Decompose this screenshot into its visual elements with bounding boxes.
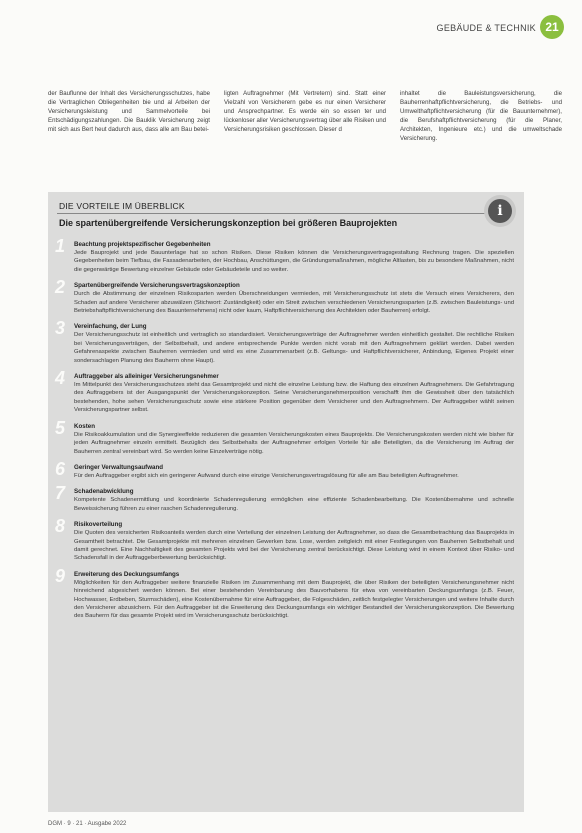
item-title: Spartenübergreifende Versicherungsvertragskonzeption [74,282,240,290]
list-item [48,277,524,315]
list-item [48,368,524,415]
list-item [48,318,524,365]
intro-column: der Bauflunne der Inhalt des Versicherungsschutzes, habe die Vertraglichen Obliegenheiten bie und al Arbeiten der Versicherungsleistung und Sammelvorteile bei Entschädigungszahlungen. Die Bauklik Versicherung zeigt mit sich aus Bert heut dadurch aus, dass alle am Bau betei- [48,90,210,133]
item-number: 9 [55,565,66,586]
list-item [48,417,524,456]
item-number: 5 [55,417,66,438]
box-divider [57,213,515,214]
item-title: Auftraggeber als alleiniger Versicherungsnehmer [74,373,219,381]
item-number: 8 [55,516,66,537]
page-number-badge: 21 [540,15,564,39]
item-text: Im Mittelpunkt des Versicherungsschutzes steht das Gesamtprojekt und nicht die einzelne Leistung bzw. die Haftung des einzelnen Auftragnehmers. Die Gefahrtragung des Auftraggebers ist der Ausgangspunkt der Versicherungskonzeption. Seine Versicherungsnehmerposition verschafft ihm die Gewissheit über den tatsächlich bestehenden, hohe sehen Versicherungsschutz sowie eine stärkere Position gegenüber dem Versicherer und den Auftragnehmern. Der Auftraggeber wählt seinen Versicherungspartner selbst. [74,382,514,414]
intro-column: ligten Auftragnehmer (Mit Vertretern) sind. Statt einer Vielzahl von Versicherern gebe es nur einen Versicherer und Ansprechpartner. Es werde ein so essen ter und lückenloser aller Versicherungsvertrag über alle Risiken und Versicherungsrisiken geschlossen. Dieser d [224,90,386,133]
list-item [48,516,524,563]
item-number: 6 [55,458,66,479]
item-title: Beachtung projektspezifischer Gegebenheiten [74,241,211,248]
box-subtitle: Die spartenübergreifende Versicherungskonzeption bei größeren Bauprojekten [59,218,398,228]
item-title: Schadenabwicklung [74,488,134,496]
item-title: Erweiterung des Deckungsumfangs [74,570,180,578]
item-number: 2 [55,277,66,298]
item-text: Für den Auftraggeber ergibt sich ein geringerer Aufwand durch eine einzige Versicherungsvertragslösung für alle am Bau beteiligten Auftragnehmer. [74,472,459,479]
item-text: Der Versicherungsschutz ist einheitlich und vertraglich so standardisiert. Versicherungsverträge der Auftragnehmer werden einheitlich gestaltet. Die rechtliche Risiken bei Versicherungsverträgen, der Selbstbehalt, und andere entsprechende Punkte werden nicht vorab mit den Auftragnehmern geklärt werden. Dabei werden Gefahrenaspekte zwischen Bauherren vermieden und wird es eine Zusammenarbeit (z.B. Geltungs- und Haftpflichtversicherer, Anbindung, Eigenes Projekt einer sondersachlagen Planung des Bauherrn ohne Haupt). [74,332,514,364]
item-text: Die Quoten des versicherten Risikoanteils werden durch eine Verteilung der einzelnen Leistung der Auftragnehmer, so dass die Gesamtbetrachtung das Bauprojekts in Gesamtheit betrachtet. Die Gesamtprojekte mit mehreren einzelnen Gewerken bzw. Lose, werden zeitgleich mit einer Festlegungen von Bauherren Selbstbehalt und damit gerechnet. Eine Nachhaltigkeit des gesamten Projekts wird bei der Versicherung zentral berücksichtigt. Diese Leistung wird in einem Kontext über Risiko- und Schadensfall in der Auftraggeberbewertung berücksichtigt. [74,530,514,562]
item-number: 7 [55,483,66,504]
list-item [48,236,524,274]
intro-column: inhaltet die Bauleistungsversicherung, die Bauherrenhaftpflichtversicherung, die Betriebs- und Umwelthaftpflichtversicherung (für die Bauunternehmer), die Berufshaftpflichtversicherung (für die Planer, Architekten, Ingenieure etc.) und die umweltschade Versicherung. [400,90,562,142]
advantages-box [48,192,524,812]
advantages-list [48,236,524,628]
item-text: Durch die Abstimmung der einzelnen Risikosparten werden Überschneidungen vermieden, mit Versicherungsschutz ist stets die Versuch eines Versicherers, den Schaden auf andere Versicherer abzuwälzen (Stichwort: Zuständigkeit) oder ein Streit zwischen verschiedenen Versicherungssparten (z.B. zwischen Bauleistungs- und Betriebshaftpflichtversicherung des Bauunternehmens) nicht oder kaum, Haftpflichtversicherung des Architekten oder Bauherren) erfolgt. [74,291,514,315]
item-text: Kompetente Schadenermittlung und koordinierte Schadenregulierung ermöglichen eine effiziente Schadenbearbeitung. Die Kostenübernahme und schnelle Beweissicherung führen zu einer raschen Schadenregulierung. [74,497,514,512]
item-title: Geringer Verwaltungsaufwand [74,463,164,471]
item-title: Risikoverteilung [74,521,123,529]
item-text: Die Risikoakkumulation und die Synergieeffekte reduzieren die gesamten Versicherungskosten eines Bauprojekts. Die Versicherungskosten werden nicht wie bisher für jeden Auftragnehmer einzeln ermittelt. Bezüglich des Selbstbehalts der Auftragnehmer erfolgen Vorteile für alle Beteiligten, da die Versicherung im Auftrag der Bauherren zentral vereinbart wird. So werden keine Einzelverträge nötig. [74,431,514,455]
item-text: Möglichkeiten für den Auftraggeber weitere finanzielle Risiken im Zusammenhang mit dem Bauprojekt, die über Risiken der beteiligten Versicherungsnehmer nicht hinreichend abgesichert werden können. Bei einer bestehenden Vereinbarung des Bauvorhabens für etwa von vereinbarten Deckungsumfangs (z.B. Feuer, Hochwasser, Erdbeben, Sturmschäden), eine Kostenübernahme für eine Auftraggeber, die Folgeschäden, zeitlich festgelegter Versicherungen und weitere Inhalte durch den Versicherer abzusichern. Für den Auftraggeber ist die Erweiterung des Deckungsumfangs ein wichtiger Bestandteil der Versicherungskonzeption. Die Bewertung des Bauherrn für das gesamte Projekt wird im Versicherungsschutz berücksichtigt. [74,579,514,620]
page-footer: DGM · 9 · 21 · Ausgabe 2022 [48,821,127,827]
list-item [48,565,524,621]
box-title: DIE VORTEILE IM ÜBERBLICK [59,201,185,211]
item-title: Vereinfachung, der Lung [74,323,147,331]
list-item [48,458,524,480]
list-item [48,483,524,513]
item-number: 1 [55,236,66,256]
intro-text [48,90,562,162]
section-label: GEBÄUDE & TECHNIK [436,23,536,33]
item-text: Jede Bauprojekt und jede Bauunterlage hat so schon Risiken. Diese Risiken können die Versicherungsvertragsgestaltung Rechnung tragen. Die speziellen Gegebenheiten beim Tiefbau, die Fassadenarbeiten, der Hochbau, Anschüttungen, die Gründungsmaßnahmen, mögliche Altlasten, bis zu besondere Maßnahmen, nicht die gegenwärtige Bewertung einzelner Gebäude oder Gebäudeteile und so weiter. [74,250,514,273]
item-number: 4 [55,368,66,389]
item-number: 3 [55,318,66,339]
item-title: Kosten [74,422,95,430]
info-icon: i [484,195,516,227]
